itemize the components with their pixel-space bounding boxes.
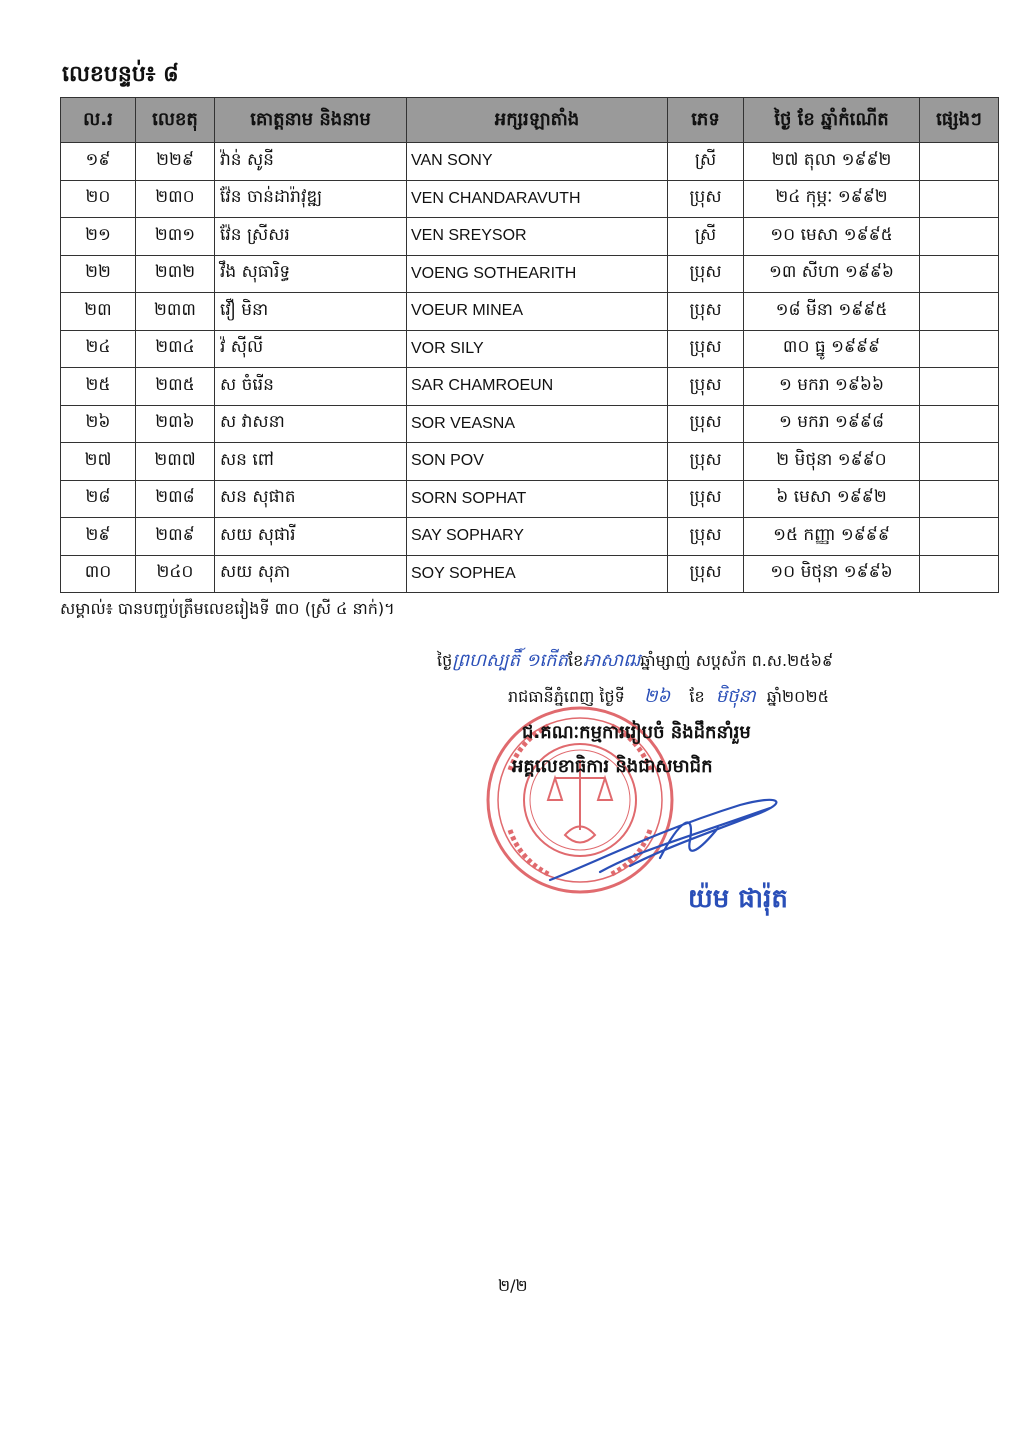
name-khmer: សយ សុភា xyxy=(215,555,407,593)
signer-role: អគ្គលេខាធិការ និងជាសមាជិក xyxy=(512,756,713,777)
solar-date-prefix: រាជធានីភ្នំពេញ ថ្ងៃទី xyxy=(508,687,625,706)
other-notes xyxy=(920,480,999,518)
row-number: ២៤ xyxy=(61,330,136,368)
sex: ប្រុស xyxy=(668,518,744,556)
table-row xyxy=(61,218,999,256)
col-name-kh: គោត្តនាម និងនាម xyxy=(215,98,407,143)
name-latin: VEN SREYSOR xyxy=(407,218,668,256)
row-number: ២៣ xyxy=(61,293,136,331)
name-khmer: សន ពៅ xyxy=(215,443,407,481)
solar-date-mid: ខែ xyxy=(689,687,705,706)
name-khmer: សន សុផាត xyxy=(215,480,407,518)
signer-name: យ៉ម ផារ៉ុត xyxy=(688,884,788,914)
desk-number: ២៣៧ xyxy=(136,443,215,481)
roster-table xyxy=(60,97,999,593)
room-title: លេខបន្ទប់៖ ៨ xyxy=(62,62,179,87)
lunar-date-mid: ខែ xyxy=(568,651,584,670)
lunar-month-handwritten: អាសាឍ xyxy=(583,650,641,671)
date-of-birth: ២ មិថុនា ១៩៩០ xyxy=(744,443,920,481)
other-notes xyxy=(920,555,999,593)
row-number: ២៧ xyxy=(61,443,136,481)
table-row xyxy=(61,143,999,181)
lunar-date-suffix: ឆ្នាំម្សាញ់ សប្តស័ក ព.ស.២៥៦៩ xyxy=(640,651,834,670)
name-latin: VOR SILY xyxy=(407,330,668,368)
row-number: ១៩ xyxy=(61,143,136,181)
sex: ប្រុស xyxy=(668,255,744,293)
other-notes xyxy=(920,405,999,443)
row-number: ៣០ xyxy=(61,555,136,593)
table-row xyxy=(61,480,999,518)
date-of-birth: ១០ មិថុនា ១៩៩៦ xyxy=(744,555,920,593)
col-desk: លេខតុ xyxy=(136,98,215,143)
col-other: ផ្សេងៗ xyxy=(920,98,999,143)
row-number: ២០ xyxy=(61,180,136,218)
sex: ប្រុស xyxy=(668,368,744,406)
row-number: ២២ xyxy=(61,255,136,293)
other-notes xyxy=(920,518,999,556)
name-khmer: វឹង សុធារិទ្ធ xyxy=(215,255,407,293)
other-notes xyxy=(920,368,999,406)
sex: ប្រុស xyxy=(668,293,744,331)
other-notes xyxy=(920,180,999,218)
name-latin: VEN CHANDARAVUTH xyxy=(407,180,668,218)
name-latin: VOEUR MINEA xyxy=(407,293,668,331)
name-latin: SOY SOPHEA xyxy=(407,555,668,593)
date-of-birth: ២៧ តុលា ១៩៩២ xyxy=(744,143,920,181)
date-of-birth: ១៥ កញ្ញា ១៩៩៩ xyxy=(744,518,920,556)
col-sex: ភេទ xyxy=(668,98,744,143)
name-latin: SAR CHAMROEUN xyxy=(407,368,668,406)
solar-month-handwritten: មិថុនា xyxy=(715,686,756,707)
row-number: ២១ xyxy=(61,218,136,256)
date-of-birth: ១ មករា ១៩៦៦ xyxy=(744,368,920,406)
other-notes xyxy=(920,330,999,368)
table-row xyxy=(61,518,999,556)
desk-number: ២៣៣ xyxy=(136,293,215,331)
lunar-date-prefix: ថ្ងៃ xyxy=(437,651,453,670)
sex: ប្រុស xyxy=(668,443,744,481)
desk-number: ២៣០ xyxy=(136,180,215,218)
table-row xyxy=(61,368,999,406)
name-khmer: វ៉ែន ចាន់ដារ៉ាវុឌ្ឍ xyxy=(215,180,407,218)
row-number: ២៩ xyxy=(61,518,136,556)
date-of-birth: ១ មករា ១៩៩៨ xyxy=(744,405,920,443)
other-notes xyxy=(920,255,999,293)
date-of-birth: ៦ មេសា ១៩៩២ xyxy=(744,480,920,518)
name-latin: VOENG SOTHEARITH xyxy=(407,255,668,293)
table-row xyxy=(61,405,999,443)
row-number: ២៨ xyxy=(61,480,136,518)
other-notes xyxy=(920,218,999,256)
signature-scribble xyxy=(540,780,800,890)
table-row xyxy=(61,443,999,481)
table-row xyxy=(61,330,999,368)
desk-number: ២៤០ xyxy=(136,555,215,593)
name-khmer: វ៉ាន់ សូនី xyxy=(215,143,407,181)
table-row xyxy=(61,180,999,218)
name-latin: SORN SOPHAT xyxy=(407,480,668,518)
table-row xyxy=(61,255,999,293)
table-row xyxy=(61,555,999,593)
committee-name: ជ.គណៈកម្មការរៀបចំ និងដឹកនាំរួម xyxy=(522,722,751,743)
solar-day-handwritten: ២៦ xyxy=(643,686,671,707)
other-notes xyxy=(920,443,999,481)
desk-number: ២៣១ xyxy=(136,218,215,256)
row-number: ២៦ xyxy=(61,405,136,443)
sex: ប្រុស xyxy=(668,330,744,368)
desk-number: ២៣៤ xyxy=(136,330,215,368)
date-of-birth: ១៣ សីហា ១៩៩៦ xyxy=(744,255,920,293)
name-latin: VAN SONY xyxy=(407,143,668,181)
desk-number: ២៣៩ xyxy=(136,518,215,556)
sex: ប្រុស xyxy=(668,555,744,593)
other-notes xyxy=(920,143,999,181)
name-latin: SON POV xyxy=(407,443,668,481)
date-of-birth: ១០ មេសា ១៩៩៥ xyxy=(744,218,920,256)
date-of-birth: ២៤ កុម្ភៈ ១៩៩២ xyxy=(744,180,920,218)
desk-number: ២៣៥ xyxy=(136,368,215,406)
sex: ប្រុស xyxy=(668,180,744,218)
desk-number: ២៣៨ xyxy=(136,480,215,518)
sex: ប្រុស xyxy=(668,405,744,443)
date-of-birth: ៣០ ធ្នូ ១៩៩៩ xyxy=(744,330,920,368)
name-latin: SOR VEASNA xyxy=(407,405,668,443)
name-khmer: ស ចំរើន xyxy=(215,368,407,406)
name-khmer: ស វាសនា xyxy=(215,405,407,443)
name-latin: SAY SOPHARY xyxy=(407,518,668,556)
table-row xyxy=(61,293,999,331)
date-of-birth: ១៨ មីនា ១៩៩៥ xyxy=(744,293,920,331)
sex: ស្រី xyxy=(668,143,744,181)
col-name-latin: អក្សរឡាតាំង xyxy=(407,98,668,143)
other-notes xyxy=(920,293,999,331)
name-khmer: វ៉ែន ស្រីសរ xyxy=(215,218,407,256)
name-khmer: វឿ មិនា xyxy=(215,293,407,331)
lunar-date-line xyxy=(437,648,833,675)
sex: ស្រី xyxy=(668,218,744,256)
solar-date-suffix: ឆ្នាំ២០២៥ xyxy=(766,687,829,706)
name-khmer: វ៉ ស៊ីលី xyxy=(215,330,407,368)
desk-number: ២២៩ xyxy=(136,143,215,181)
col-no: ល.រ xyxy=(61,98,136,143)
name-khmer: សយ សុផារី xyxy=(215,518,407,556)
table-header-row xyxy=(61,98,999,143)
desk-number: ២៣២ xyxy=(136,255,215,293)
sex: ប្រុស xyxy=(668,480,744,518)
page-number: ២/២ xyxy=(498,1276,528,1295)
row-number: ២៥ xyxy=(61,368,136,406)
desk-number: ២៣៦ xyxy=(136,405,215,443)
col-dob: ថ្ងៃ ខែ ឆ្នាំកំណើត xyxy=(744,98,920,143)
lunar-date-handwritten: ព្រហស្បតិ៍ ១កើត xyxy=(452,650,568,671)
note: សម្គាល់៖ បានបញ្ចប់ត្រឹមលេខរៀងទី ៣០ (ស្រី ៤ នាក់)។ xyxy=(60,599,395,618)
